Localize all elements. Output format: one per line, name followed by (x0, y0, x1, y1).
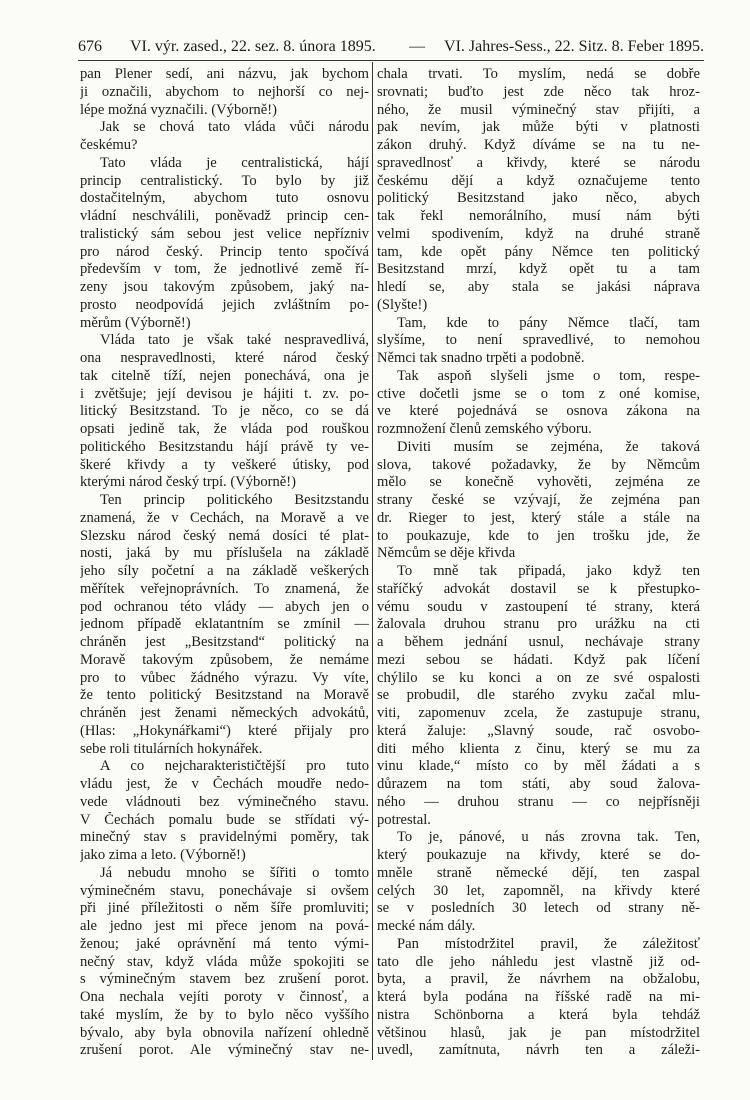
text-line: měřítek veřejnoprávních. To znamená, že (80, 580, 369, 597)
text-line: s výminečným stavem bez zrušení porot. (80, 971, 369, 988)
text-line: Slezsku národ český nemá dosíci té plat- (80, 527, 369, 544)
text-line: že tento politický Besitzstand na Moravě (80, 687, 369, 704)
text-line: výminečném stavu, ponechávaje si ovšem (80, 882, 369, 899)
text-line: Besitzstand mrzí, když opět tu a tam (377, 261, 700, 278)
text-line: strany české se vzývají, že zejména pan (377, 492, 700, 508)
text-line: nosti, jaká by mu příslušela na základě (80, 545, 369, 562)
text-line: litický Besitzstand. To je něco, co se dá (80, 403, 369, 420)
text-line: chráněn jest „Besitzstand“ politický na (80, 634, 369, 650)
text-line: ve které pojednává se osnova zákona na (377, 403, 700, 420)
text-line: mělo se konečně vyhověti, zejména ze (377, 474, 700, 491)
text-line: se probudil, dle starého zvyku začal mlu- (377, 687, 700, 704)
text-line: která byla podána na říšské radě na mi- (377, 989, 700, 1005)
text-line: ného — druhou stranu — co nejpřísněji (377, 793, 700, 810)
text-line: Tak aspoň slyšeli jsme o tom, respe- (397, 367, 700, 384)
text-line: důrazem na tom státi, aby soud žalova- (377, 776, 700, 792)
paragraph (80, 66, 369, 119)
text-line: celých 30 let, zapomněl, na křivdy které (377, 882, 700, 899)
text-line: vému soudu v zastoupení té strany, která (377, 598, 700, 615)
text-line: velmi spodivením, když na druhé straně (377, 225, 700, 242)
text-line: jako zima a leto. (Výborně!) (80, 847, 246, 863)
text-line: chýlilo se ku konci a on ze své ospalosti (377, 669, 700, 686)
header-separator: — (409, 38, 425, 55)
column-divider (372, 62, 373, 1060)
text-line: tralistický sám sebou jest velice nepřízniv (80, 225, 369, 242)
text-line: viti, zapomenuv zcela, že zastupuje stranu, (377, 705, 700, 721)
text-line: ženou; jaké oprávnění má tento vými- (80, 935, 369, 952)
text-line: Ona nechala vejíti poroty v činnosť, a (80, 989, 369, 1005)
text-line: která žaluje: „Slavný soude, rač osvobo- (377, 722, 700, 739)
text-line: To mně tak připadá, jako když ten (397, 563, 700, 579)
header-title-czech: VI. výr. zased., 22. sez. 8. února 1895. (130, 38, 376, 55)
paragraph (80, 865, 369, 1060)
text-line: českému? (80, 137, 138, 153)
text-line: mněle straně německé dějí, ten zaspal (377, 864, 700, 881)
text-line: Tato vláda je centralistická, hájí (100, 154, 369, 171)
text-line: Pan místodržitel pravil, že záležitosť (397, 935, 700, 952)
text-line: nečný stav, když vláda může spokojiti se (80, 953, 369, 970)
text-line: také myslím, že by to bylo něco vyššího (80, 1006, 369, 1023)
text-line: nistra Schönborna a která byla tehdáž (377, 1006, 700, 1023)
paragraph (80, 758, 369, 865)
text-line: tam, kde opět pány Němce ten politický (377, 243, 700, 260)
paragraph (377, 368, 700, 439)
text-line: minečný stav s pravidelnými poměry, tak (80, 829, 369, 846)
text-line: bývalo, aby byla obnovila nařízení ohledně (80, 1024, 369, 1041)
left-column (80, 66, 369, 1060)
header-rule (78, 60, 704, 61)
page-header (78, 38, 704, 60)
text-line: chala trvati. To myslím, nedá se dobře (377, 66, 700, 82)
text-line: a během jednání usnul, nechávaje strany (377, 634, 700, 650)
text-line: opsati jedině tak, že vláda pod rouškou (80, 421, 369, 437)
text-line: vládní neschválili, poněvadž princip cen- (80, 208, 369, 224)
text-line: byta, a pravil, že návrhem na obžalobu, (377, 971, 700, 988)
text-line: chráněn jest ženami německých advokátů, (80, 705, 369, 721)
right-column (377, 66, 700, 1060)
text-line: především v tom, že jednotlivé země ří- (80, 261, 369, 278)
text-line: při jiné příležitosti o něm šíře promluviti; (80, 900, 369, 917)
text-line: Jak se chová tato vláda vůči národu (100, 119, 369, 136)
text-line: slova, takové požadavky, že by Němcům (377, 456, 700, 473)
paragraph (377, 936, 700, 1060)
text-line: pan Plener sedí, ani názvu, jak bychom (80, 66, 369, 82)
paragraph (377, 315, 700, 368)
paragraph (377, 829, 700, 936)
paragraph (377, 66, 700, 315)
paragraph (80, 119, 369, 155)
text-line: i zvětšuje; její devisou je hájiti t. zv. po- (80, 385, 369, 402)
text-line: uvedl, zamítnuta, návrh ten a záleži- (377, 1042, 700, 1059)
text-line: Já nebudu mnoho se šířiti o tomto (100, 864, 369, 881)
text-line: tak citelně tíží, nejen ponechává, ona je (80, 367, 369, 384)
text-line: znamená, že v Cechách, na Moravě a ve (80, 509, 369, 526)
text-line: žalovala druhou stranu pro urážku na cti (377, 616, 700, 633)
text-line: To je, pánové, u nás zrovna tak. Ten, (397, 829, 700, 846)
text-line: Tam, kde to pány Němce tlačí, tam (397, 314, 700, 331)
text-line: vinu klade,“ místo co by měl žádati a s (377, 758, 700, 775)
text-line: jednom případě eklatantním se zmínil — (80, 616, 369, 633)
text-line: pod ochranou této vlády — abych jen o (80, 598, 369, 615)
text-line: spravedlnosť a křivdy, které se národu (377, 154, 700, 171)
paragraph (377, 439, 700, 563)
text-line: ona nespravedlnosti, které národ český (80, 350, 369, 366)
text-line: rozmnožení členů zemského výboru. (377, 421, 592, 437)
text-line: který poukazuje na křivdy, které se do- (377, 847, 700, 863)
text-line: dostačitelným, abychom tuto osnovu (80, 190, 369, 207)
text-line: Vláda tato je však také nespravedlivá, (100, 332, 369, 349)
text-line: Němcům se děje křivda (377, 545, 516, 562)
text-line: politického Besitzstandu hájí právě ty ve- (80, 438, 369, 455)
text-line: vede vládnouti bez výminečného stavu. (80, 793, 369, 810)
text-line: zrušení porot. Ale výminečný stav ne- (80, 1042, 369, 1059)
text-line: srovnati; buďto jest zde něco tak hroz- (377, 83, 700, 100)
text-line: prosto neodpovídá jejich zvláštním po- (80, 296, 369, 313)
text-line: Diviti musím se zejména, že taková (397, 438, 700, 455)
text-line: hledí se, aby stala se jakási náprava (377, 279, 700, 295)
page-number: 676 (78, 38, 102, 55)
text-line: to poukazuje, kde to jen trošku jde, že (377, 527, 700, 544)
text-line: princip centralistický. To bylo by již (80, 172, 369, 189)
text-line: diti mého klienta z činu, který se mu za (377, 740, 700, 757)
text-line: sebe roli titulárních hokynářek. (80, 740, 263, 757)
text-line: ctive dočetli jsme se o tom z oné komise, (377, 385, 700, 402)
text-line: zeny jsou takovým způsobem, jaký na- (80, 279, 369, 295)
text-line: (Slyšte!) (377, 296, 428, 313)
text-line: měrům (Výborně!) (80, 314, 191, 331)
text-line: slyšíme, to není spravedlivé, to nemohou (377, 332, 700, 349)
text-line: českému dějí a když označujeme tento (377, 172, 700, 189)
text-line: Moravě takovým způsobem, že nemáme (80, 651, 369, 668)
text-line: pro to vůbec žádného výrazu. Vy víte, (80, 669, 369, 686)
text-line: potrestal. (377, 811, 431, 828)
text-line: dr. Rieger to jest, který stále a stále na (377, 509, 700, 526)
text-line: mecké nám dály. (377, 918, 476, 934)
text-line: A co nejcharakterističtější pro tuto (100, 758, 369, 775)
text-line: lépe možná vyznačili. (Výborně!) (80, 101, 277, 118)
text-line: Němci tak snadno trpěti a podobně. (377, 350, 585, 366)
text-line: ji označili, abychom to nejhorší co nej- (80, 83, 369, 100)
text-line: vládu jest, že v Čechách moudře nedo- (80, 776, 369, 792)
text-line: politický Besitzstand jako něco, abych (377, 190, 700, 207)
text-line: většinou hlasů, jak je pan místodržitel (377, 1024, 700, 1041)
paragraph (377, 563, 700, 829)
text-line: staříčký advokát dostavil se k přestupko- (377, 580, 700, 597)
text-line: ale jedno jest mi přece jenom na pová- (80, 918, 369, 934)
text-line: pak nevím, jak může býti v platnosti (377, 119, 700, 136)
text-line: V Čechách pomalu bude se střídati vý- (80, 811, 369, 828)
paragraph (80, 492, 369, 758)
text-line: Ten princip politického Besitzstandu (100, 492, 369, 508)
text-line: zákon druhý. Když díváme se na tu ne- (377, 137, 700, 153)
text-line: ného, že musil výminečný stav přijíti, a (377, 101, 700, 118)
paragraph (80, 332, 369, 492)
text-line: se v posledních 30 letech od strany ně- (377, 900, 700, 917)
text-line: pro národ český. Princip tento spočívá (80, 243, 369, 260)
paragraph (80, 155, 369, 333)
text-line: škeré křivdy a ty veškeré útisky, pod (80, 456, 369, 473)
text-line: tato dle jeho náhledu jest vlastně již od- (377, 953, 700, 970)
text-line: jeho síly početní a na základě veškerých (80, 563, 369, 579)
text-line: (Hlas: „Hokynářkami“) které přijaly pro (80, 722, 369, 739)
header-title-german: VI. Jahres-Sess., 22. Sitz. 8. Feber 1895. (444, 38, 704, 55)
text-line: tak řekl nemorálního, musí nám býti (377, 208, 700, 224)
text-line: kterými národ český trpí. (Výborně!) (80, 474, 296, 491)
text-line: mezi sebou se hádati. Když pak líčení (377, 651, 700, 668)
